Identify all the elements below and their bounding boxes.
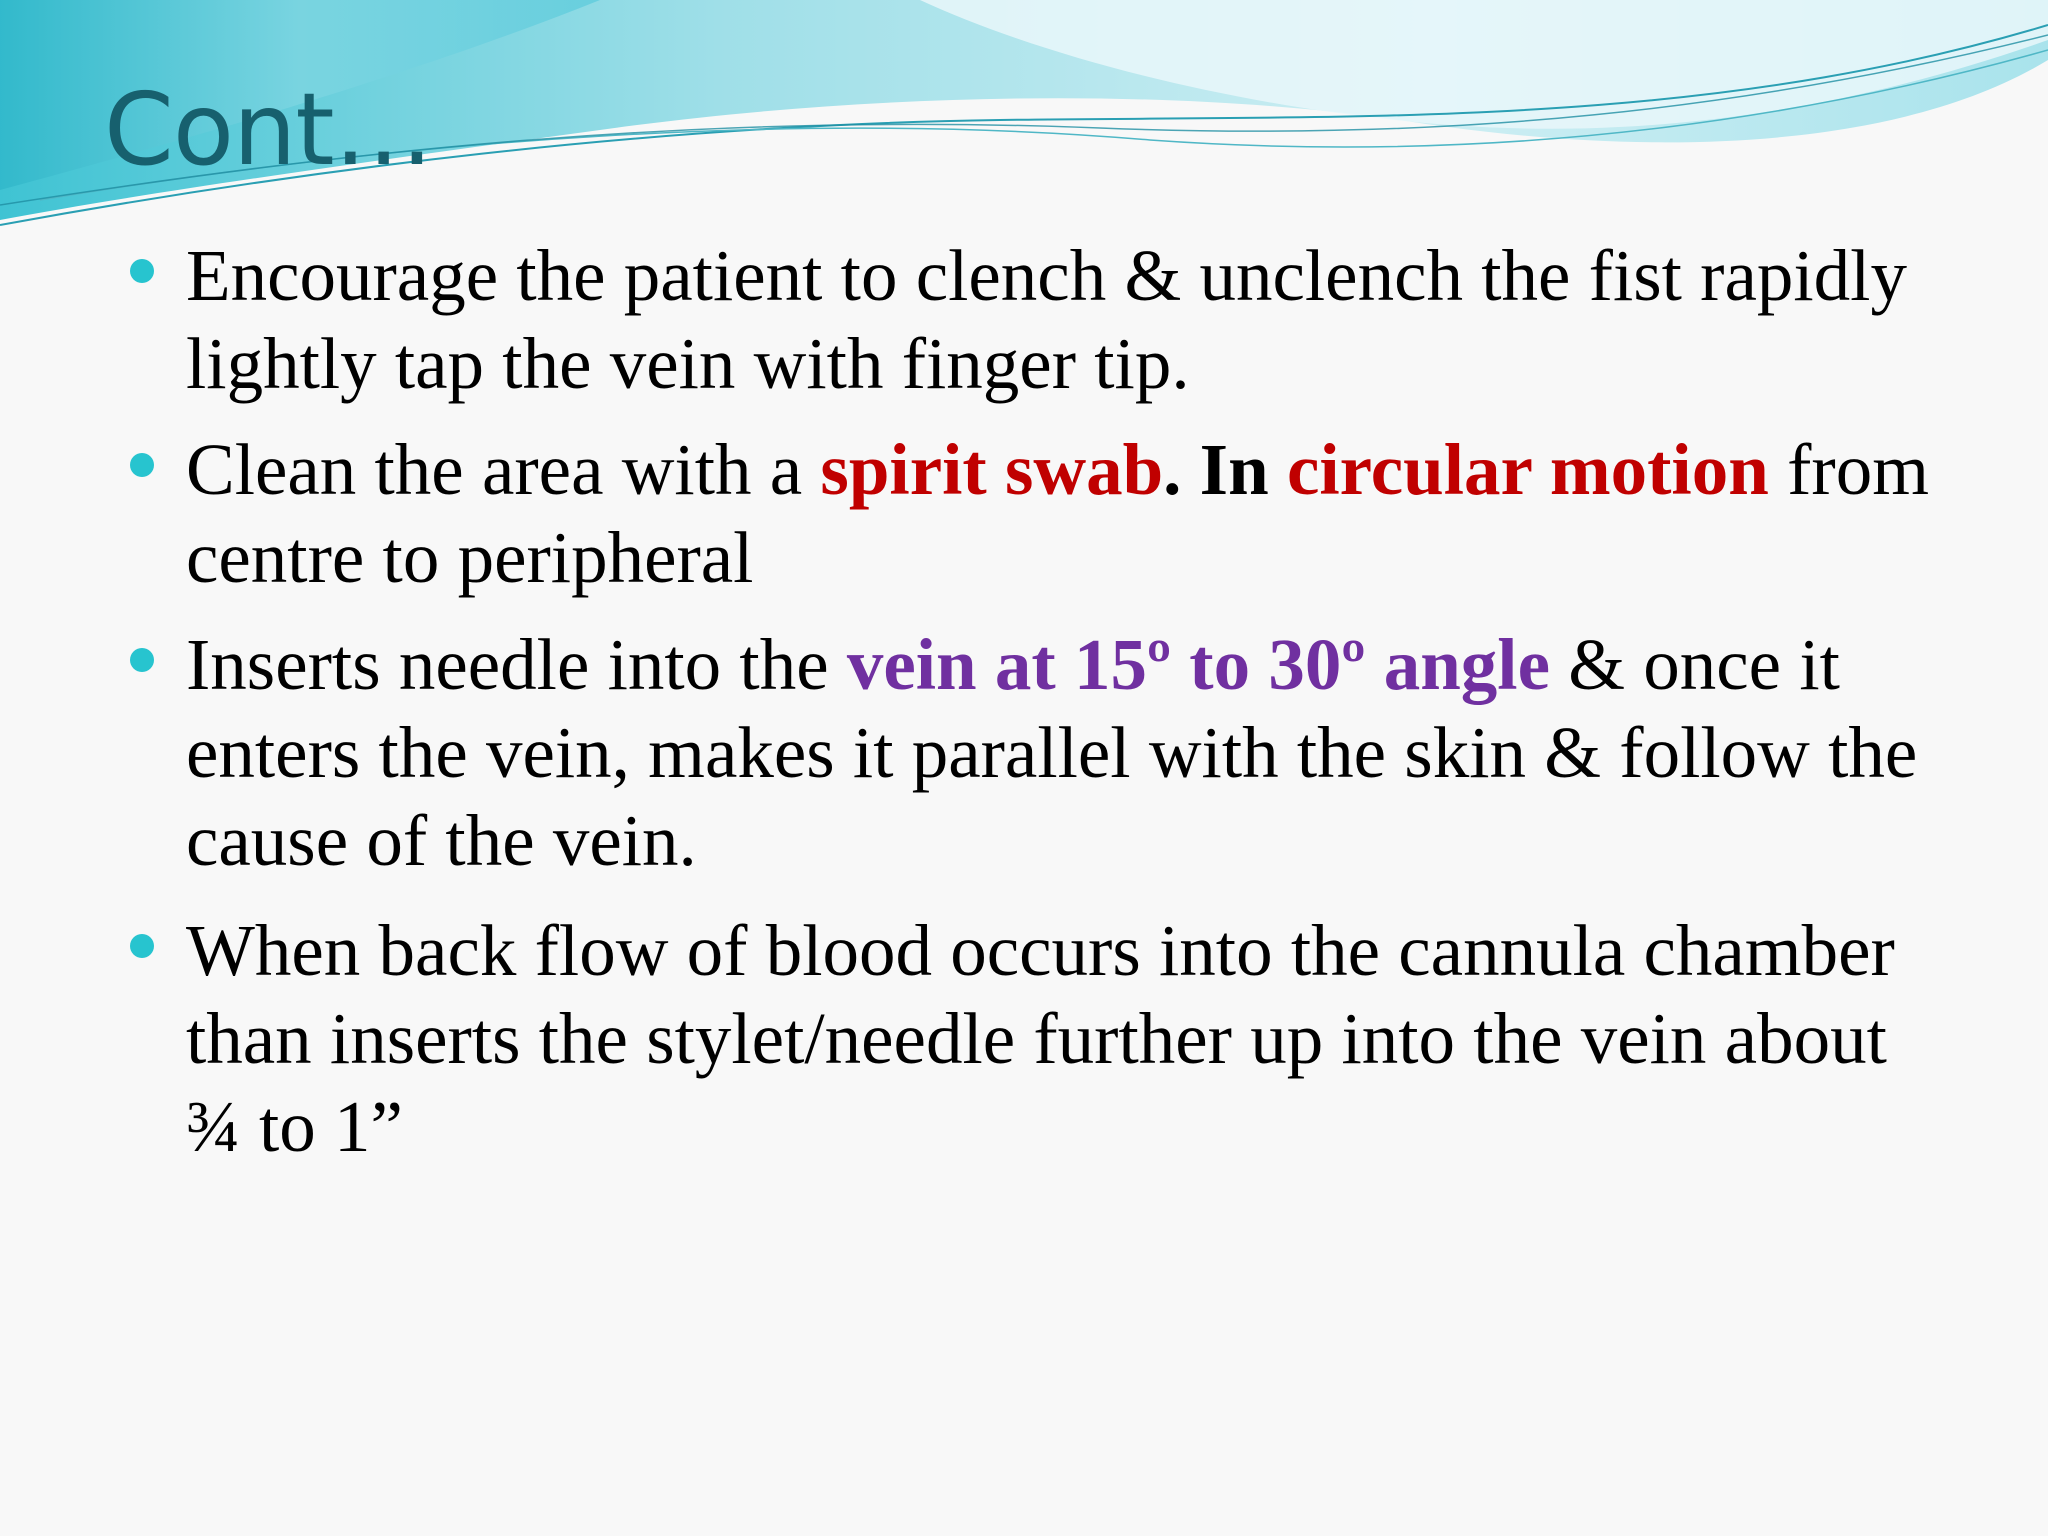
emphasis-circular-motion: circular motion [1286, 429, 1769, 510]
list-item [130, 907, 1950, 1171]
bullet-list [130, 232, 1950, 1190]
slide-title: Cont… [104, 71, 433, 188]
bullet-text: When back flow of blood occurs into the cannula chamber than inserts the stylet/needle further up into the vein about ¾ to 1” [186, 910, 1895, 1167]
emphasis-angle: vein at 15º to 30º angle [846, 624, 1550, 705]
emphasis-spirit-swab: spirit swab [820, 429, 1164, 510]
bullet-dot-icon [130, 453, 154, 477]
bullet-text-pre: Clean the area with a [186, 429, 821, 510]
bullet-dot-icon [130, 934, 154, 958]
bullet-dot-icon [130, 648, 154, 672]
bullet-text-post: from centre to peripheral [186, 429, 1929, 598]
bullet-text-mid: . In [1163, 429, 1287, 510]
bullet-text-post: & once it enters the vein, makes it parallel with the skin & follow the cause of the vein. [186, 624, 1918, 881]
list-item [130, 232, 1950, 408]
list-item [130, 426, 1950, 602]
list-item [130, 621, 1950, 885]
bullet-text: Encourage the patient to clench & unclench the fist rapidly lightly tap the vein with finger tip. [186, 235, 1907, 404]
bullet-dot-icon [130, 259, 154, 283]
bullet-text-pre: Inserts needle into the [186, 624, 847, 705]
